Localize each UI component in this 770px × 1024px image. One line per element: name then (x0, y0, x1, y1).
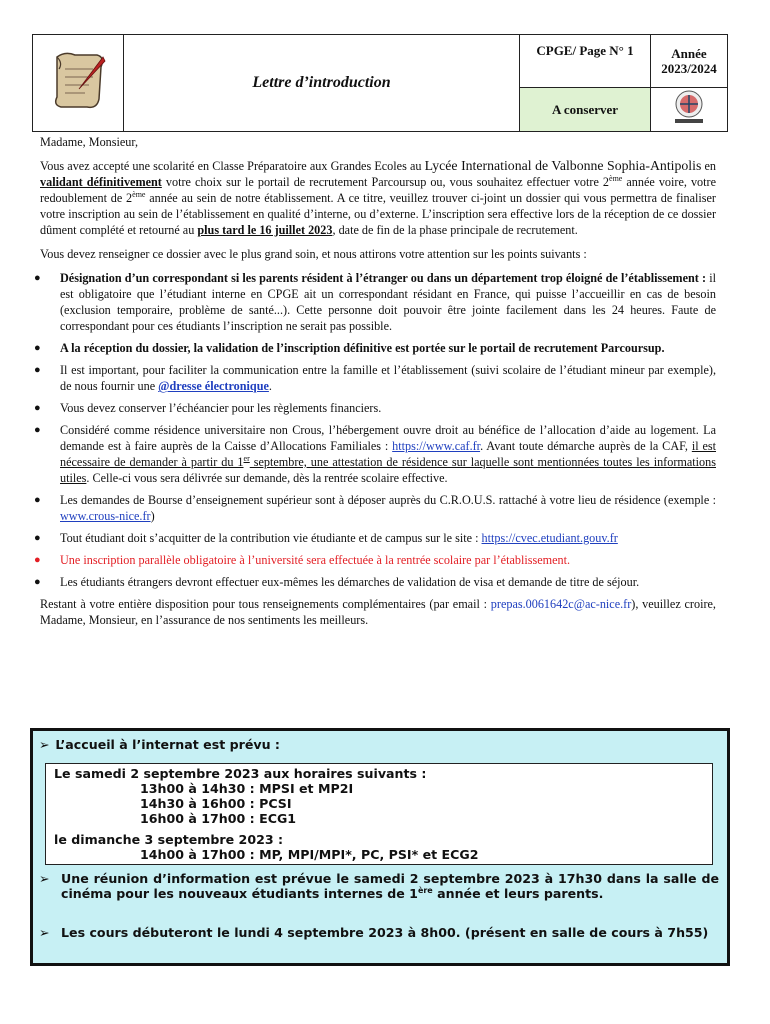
cvec-link[interactable]: https://cvec.etudiant.gouv.fr (481, 531, 618, 545)
saturday-heading: Le samedi 2 septembre 2023 aux horaires suivants : (54, 766, 427, 781)
header-table (32, 34, 728, 132)
closing-paragraph: Restant à votre entière disposition pour tous renseignements complémentaires (par email : prepas.0061642c@ac-nice.fr), veuillez croire, Madame, Monsieur, en l’assurance de nos sentiments les meilleurs. (40, 597, 716, 627)
greeting: Madame, Monsieur, (40, 135, 139, 149)
list-item: ● Considéré comme résidence universitaire non Crous, l’hébergement ouvre droit au bénéfice de l’allocation d’aide au logement. La demande est à faire auprès de la Caisse d’Allocations Familiales : https://www.caf.fr. Avant toute démarche auprès de la CAF, il est nécessaire de demander à partir du 1er septembre, une attestation de résidence sur laquelle sont mentionnées toutes les informations utiles. Celle-ci vous sera délivrée sur demande, dès la rentrée scolaire effective. (34, 423, 717, 485)
info-box (30, 728, 730, 966)
classes-start-note: ➢ Les cours débuteront le lundi 4 septembre 2023 à 8h00. (présent en salle de cours à 7h55) (39, 925, 709, 940)
document-title: Lettre d’introduction (124, 35, 520, 132)
year-label: Année (671, 46, 707, 61)
scroll-quill-icon (33, 35, 124, 132)
year-value: 2023/2024 (661, 61, 717, 76)
contact-email[interactable]: prepas.0061642c@ac-nice.fr (490, 597, 632, 611)
list-item: ● Désignation d’un correspondant si les parents résident à l’étranger ou dans un département trop éloigné de l’établissement : il est obligatoire que l’étudiant interne en CPGE ait un correspondant résidant en France, qui puisse l’accueillir en cas de besoin (exclusion temporaire, problème de santé...). Cette personne doit pouvoir être jointe facilement dans les 24 heures. Faute de correspondant pour ces étudiants l’inscription ne serait pas possible. (34, 271, 716, 333)
schedule-box (45, 763, 713, 865)
points-list (34, 270, 717, 590)
list-item: ● Il est important, pour faciliter la communication entre la famille et l’établissement (suivi scolaire de l’étudiant mineur par exemple), de nous fournir une @dresse électronique. (34, 363, 716, 393)
arrow-icon: ➢ (39, 925, 50, 940)
caf-link[interactable]: https://www.caf.fr (392, 439, 481, 453)
school-year (651, 35, 728, 88)
lead-paragraph: Vous devez renseigner ce dossier avec le plus grand soin, et nous attirons votre attention sur les points suivants : (40, 247, 587, 261)
list-item: ● A la réception du dossier, la validation de l’inscription définitive est portée sur le portail de recrutement Parcoursup. (34, 341, 665, 355)
slot-3: 16h00 à 17h00 : ECG1 (140, 811, 297, 826)
school-crest-icon (651, 88, 728, 132)
list-item: ● Vous devez conserver l’échéancier pour les règlements financiers. (34, 401, 382, 415)
slot-2: 14h30 à 16h00 : PCSI (140, 796, 292, 811)
page-number: CPGE/ Page N° 1 (520, 35, 651, 88)
arrow-icon: ➢ (39, 737, 50, 752)
slot-1: 13h00 à 14h30 : MPSI et MP2I (140, 781, 354, 796)
meeting-note: ➢ Une réunion d’information est prévue le samedi 2 septembre 2023 à 17h30 dans la salle de cinéma pour les nouveaux étudiants internes de 1ère année et leurs parents. (39, 871, 719, 901)
intro-paragraph: Vous avez accepté une scolarité en Classe Préparatoire aux Grandes Ecoles au Lycée International de Valbonne Sophia-Antipolis en validant définitivement votre choix sur le portail de recrutement Parcoursup ou, vous souhaitez effectuer votre 2ème année voire, votre redoublement de 2ème année au sein de notre établissement. A ce titre, veuillez trouver ci-joint un dossier qui vous permettra de finaliser votre inscription au sein de l’établissement en qualité d’interne, ou d’externe. L’inscription sera effective lors de la réception de ce dossier dûment complété et retourné au plus tard le 16 juillet 2023, date de fin de la phase principale de recrutement. (40, 158, 716, 237)
crous-link[interactable]: www.crous-nice.fr (60, 509, 151, 523)
email-address-link[interactable]: @dresse électronique (158, 379, 269, 393)
list-item: ● Tout étudiant doit s’acquitter de la contribution vie étudiante et de campus sur le site : https://cvec.etudiant.gouv.fr (34, 531, 618, 545)
arrow-icon: ➢ (39, 871, 50, 886)
internat-heading: ➢ L’accueil à l’internat est prévu : (39, 737, 280, 752)
list-item: ● Les demandes de Bourse d’enseignement supérieur sont à déposer auprès du C.R.O.U.S. rattaché à votre lieu de résidence (exemple : www.crous-nice.fr) (34, 493, 716, 523)
letter-body (34, 134, 717, 636)
list-item: ● Une inscription parallèle obligatoire à l’université sera effectuée à la rentrée scolaire par l’établissement. (34, 553, 571, 567)
keep-label: A conserver (520, 88, 651, 132)
sunday-heading: le dimanche 3 septembre 2023 : (54, 832, 284, 847)
slot-4: 14h00 à 17h00 : MP, MPI/MPI*, PC, PSI* et ECG2 (140, 847, 479, 862)
list-item: ● Les étudiants étrangers devront effectuer eux-mêmes les démarches de validation de visa et demande de titre de séjour. (34, 575, 640, 589)
